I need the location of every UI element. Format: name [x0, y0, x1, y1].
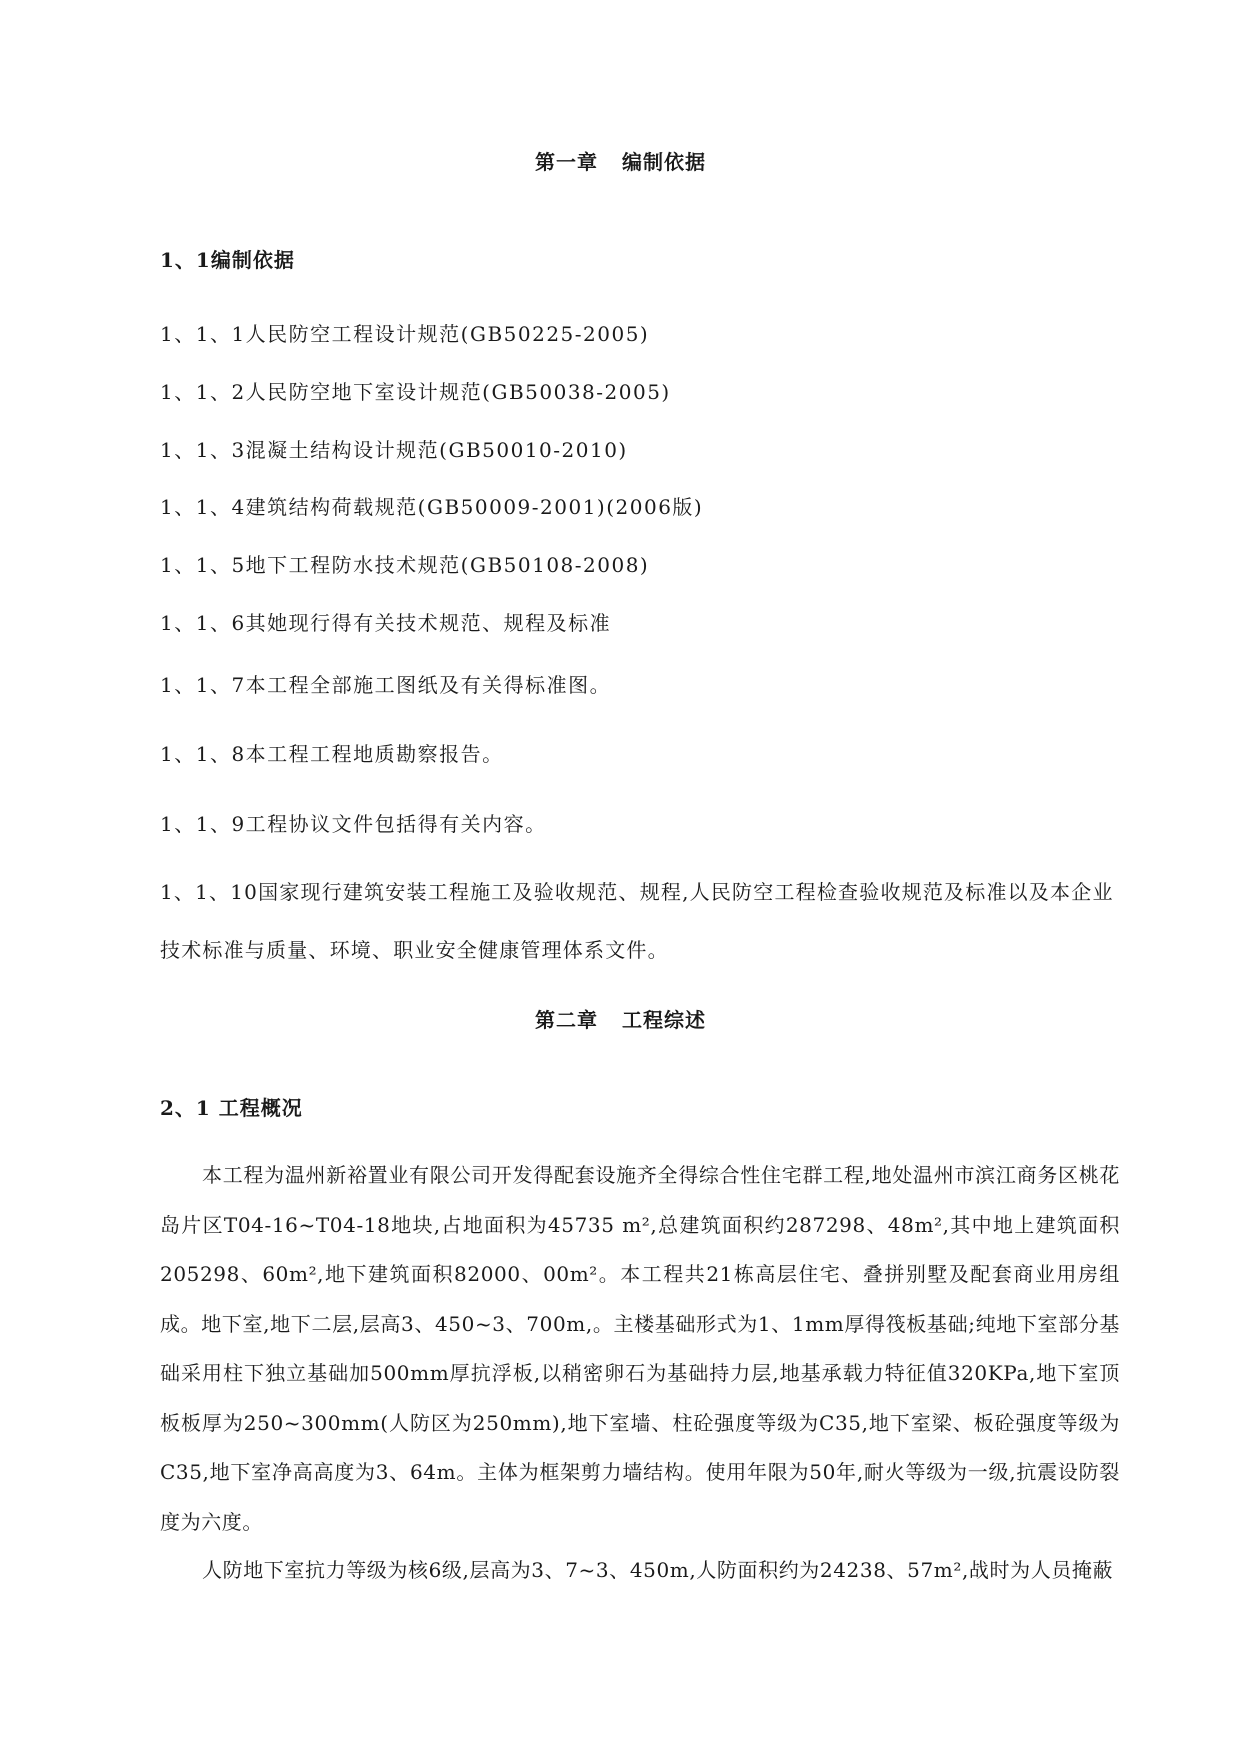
- reference-item-10: 1、1、10国家现行建筑安装工程施工及验收规范、规程,人民防空工程检查验收规范及标准以及本企业技术标准与质量、环境、职业安全健康管理体系文件。: [160, 880, 1114, 962]
- chapter-2-title: 工程综述: [622, 1008, 706, 1032]
- reference-item: 1、1、5地下工程防水技术规范(GB50108-2008): [160, 553, 650, 577]
- chapter-2-number: 第二章: [535, 1008, 598, 1032]
- section-2-1-heading: 2、1 工程概况: [160, 1096, 303, 1120]
- reference-item: 1、1、6其她现行得有关技术规范、规程及标准: [160, 611, 612, 635]
- reference-item: 1、1、2人民防空地下室设计规范(GB50038-2005): [160, 380, 671, 404]
- reference-item: 1、1、4建筑结构荷载规范(GB50009-2001)(2006版): [160, 495, 704, 519]
- reference-item: 1、1、1人民防空工程设计规范(GB50225-2005): [160, 322, 650, 346]
- section-1-1-heading: 1、1编制依据: [160, 248, 295, 272]
- chapter-2-heading: [0, 1004, 1241, 1033]
- project-overview-paragraph: 本工程为温州新裕置业有限公司开发得配套设施齐全得综合性住宅群工程,地处温州市滨江商务区桃花岛片区T04-16~T04-18地块,占地面积为45735 m²,总建筑面积约287298、48m²,其中地上建筑面积205298、60m²,地下建筑面积82000、00m²。本工程共21栋高层住宅、叠拼别墅及配套商业用房组成。地下室,地下二层,层高3、450~3、700m,。主楼基础形式为1、1mm厚得筏板基础;纯地下室部分基础采用柱下独立基础加500mm厚抗浮板,以稍密卵石为基础持力层,地基承载力特征值320KPa,地下室顶板板厚为250~300mm(人防区为250mm),地下室墙、柱砼强度等级为C35,地下室梁、板砼强度等级为C35,地下室净高高度为3、64m。主体为框架剪力墙结构。使用年限为50年,耐火等级为一级,抗震设防裂度为六度。: [160, 1163, 1120, 1534]
- chapter-1-number: 第一章: [535, 150, 598, 174]
- reference-item: 1、1、8本工程工程地质勘察报告。: [160, 742, 504, 766]
- reference-item: 1、1、3混凝土结构设计规范(GB50010-2010): [160, 438, 628, 462]
- chapter-1-heading: [0, 146, 1241, 175]
- chapter-1-title: 编制依据: [622, 150, 706, 174]
- reference-item: 1、1、7本工程全部施工图纸及有关得标准图。: [160, 673, 612, 697]
- civil-defense-paragraph: 人防地下室抗力等级为核6级,层高为3、7~3、450m,人防面积约为24238、57m²,战时为人员掩蔽: [202, 1558, 1114, 1582]
- reference-item: 1、1、9工程协议文件包括得有关内容。: [160, 812, 547, 836]
